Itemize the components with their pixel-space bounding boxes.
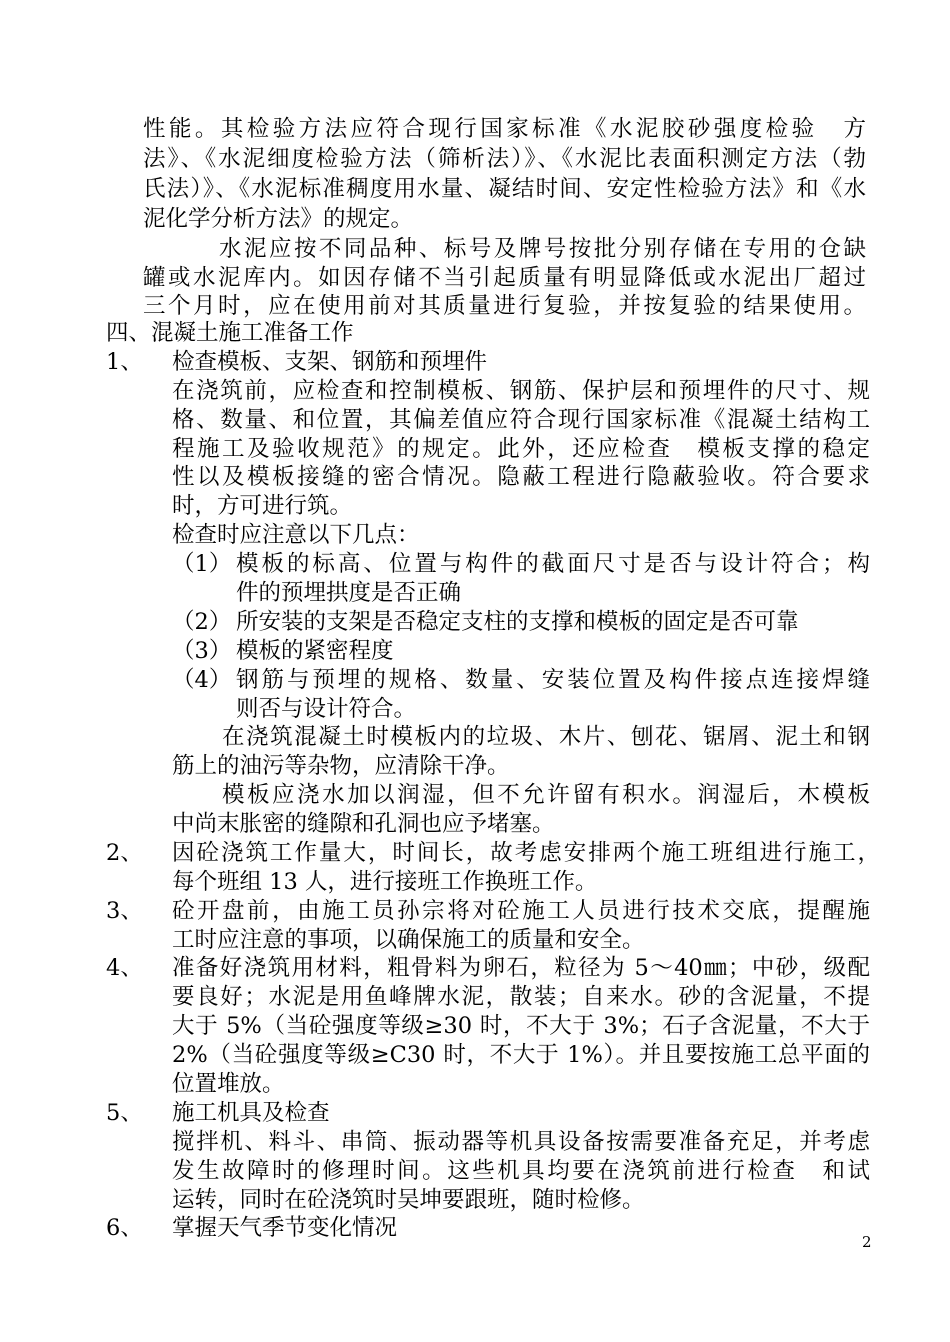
intro-p1-line-2: 法》、《水泥细度检验方法（筛析法）》、《水泥比表面积测定方法（勃 [143, 146, 866, 172]
item-1-para3-line-2: 中尚末胀密的缝隙和孔洞也应予堵塞。 [172, 811, 555, 837]
checklist-3-label: （3） [172, 638, 232, 664]
checklist-1-label: （1） [172, 551, 232, 577]
checklist-4-label: （4） [172, 667, 232, 693]
item-3-line-1: 砼开盘前，由施工员孙宗将对砼施工人员进行技术交底，提醒施 [172, 898, 870, 924]
checklist-4-line-2: 则否与设计符合。 [236, 696, 417, 722]
checklist-1-line-1: 模板的标高、位置与构件的截面尺寸是否与设计符合；构 [236, 551, 870, 577]
item-1-para1-line-3: 程施工及验收规范》的规定。此外，还应检查 模板支撑的稳定 [172, 436, 870, 462]
item-4-line-5: 位置堆放。 [172, 1071, 285, 1097]
item-2-line-2: 每个班组 13 人，进行接班工作换班工作。 [172, 869, 598, 895]
item-5-line-3: 运转，同时在砼浇筑时吴坤要跟班，随时检修。 [172, 1187, 645, 1213]
item-4-line-1: 准备好浇筑用材料，粗骨料为卵石，粒径为 5～40㎜；中砂，级配 [172, 955, 870, 981]
item-6-number: 6、 [106, 1215, 143, 1241]
intro-p1-line-3: 氏法）》、《水泥标准稠度用水量、凝结时间、安定性检验方法》和《水 [143, 176, 866, 202]
item-4-line-4: 2%（当砼强度等级≥C30 时，不大于 1%）。并且要按施工总平面的 [172, 1042, 870, 1068]
item-1-title: 检查模板、支架、钢筋和预埋件 [172, 349, 488, 375]
item-4-number: 4、 [106, 955, 143, 981]
checklist-4-line-1: 钢筋与预埋的规格、数量、安装位置及构件接点连接焊缝 [236, 667, 870, 693]
item-1-number: 1、 [106, 349, 143, 375]
item-4-line-2: 要良好；水泥是用鱼峰牌水泥，散装；自来水。砂的含泥量，不提 [172, 984, 870, 1010]
item-3-number: 3、 [106, 898, 143, 924]
item-1-para1-line-1: 在浇筑前，应检查和控制模板、钢筋、保护层和预埋件的尺寸、规 [172, 378, 870, 404]
checklist-2-label: （2） [172, 609, 232, 635]
section-heading: 四、混凝土施工准备工作 [106, 320, 354, 346]
intro-p1-line-4: 泥化学分析方法》的规定。 [143, 206, 414, 232]
page-number: 2 [862, 1233, 872, 1251]
item-1-para2-line-2: 筋上的油污等杂物，应清除干净。 [172, 753, 510, 779]
item-1-para1-line-5: 时，方可进行筑。 [172, 493, 353, 519]
item-5-line-2: 发生故障时的修理时间。这些机具均要在浇筑前进行检查 和试 [172, 1158, 870, 1184]
item-3-line-2: 工时应注意的事项，以确保施工的质量和安全。 [172, 927, 645, 953]
item-5-number: 5、 [106, 1100, 143, 1126]
intro-p1-line-1: 性能。其检验方法应符合现行国家标准《水泥胶砂强度检验 方 [143, 116, 866, 142]
checklist-2-line-1: 所安装的支架是否稳定支柱的支撑和模板的固定是否可靠 [236, 609, 799, 635]
item-6-title: 掌握天气季节变化情况 [172, 1215, 398, 1241]
item-5-title: 施工机具及检查 [172, 1100, 330, 1126]
item-2-line-1: 因砼浇筑工作量大，时间长，故考虑安排两个施工班组进行施工， [172, 840, 880, 866]
item-2-number: 2、 [106, 840, 143, 866]
item-1-para3-line-1: 模板应浇水加以润湿，但不允许留有积水。润湿后，木模板 [222, 782, 870, 808]
item-1-para1-line-4: 性以及模板接缝的密合情况。隐蔽工程进行隐蔽验收。符合要求 [172, 464, 870, 490]
intro-p2-line-2: 罐或水泥库内。如因存储不当引起质量有明显降低或水泥出厂超过 [143, 265, 866, 291]
intro-p2-line-1: 水泥应按不同品种、标号及牌号按批分别存储在专用的仓缺 [219, 236, 866, 262]
intro-p2-line-3: 三个月时，应在使用前对其质量进行复验，并按复验的结果使用。 [143, 293, 866, 319]
item-5-line-1: 搅拌机、料斗、串筒、振动器等机具设备按需要准备充足，并考虑 [172, 1129, 870, 1155]
item-4-line-3: 大于 5%（当砼强度等级≥30 时，不大于 3%；石子含泥量，不大于 [172, 1013, 870, 1039]
item-1-para2-line-1: 在浇筑混凝土时模板内的垃圾、木片、刨花、锯屑、泥土和钢 [222, 724, 870, 750]
checklist-intro: 检查时应注意以下几点： [172, 522, 420, 548]
checklist-3-line-1: 模板的紧密程度 [236, 638, 394, 664]
item-1-para1-line-2: 格、数量、和位置，其偏差值应符合现行国家标准《混凝土结构工 [172, 407, 870, 433]
checklist-1-line-2: 件的预埋拱度是否正确 [236, 580, 462, 606]
